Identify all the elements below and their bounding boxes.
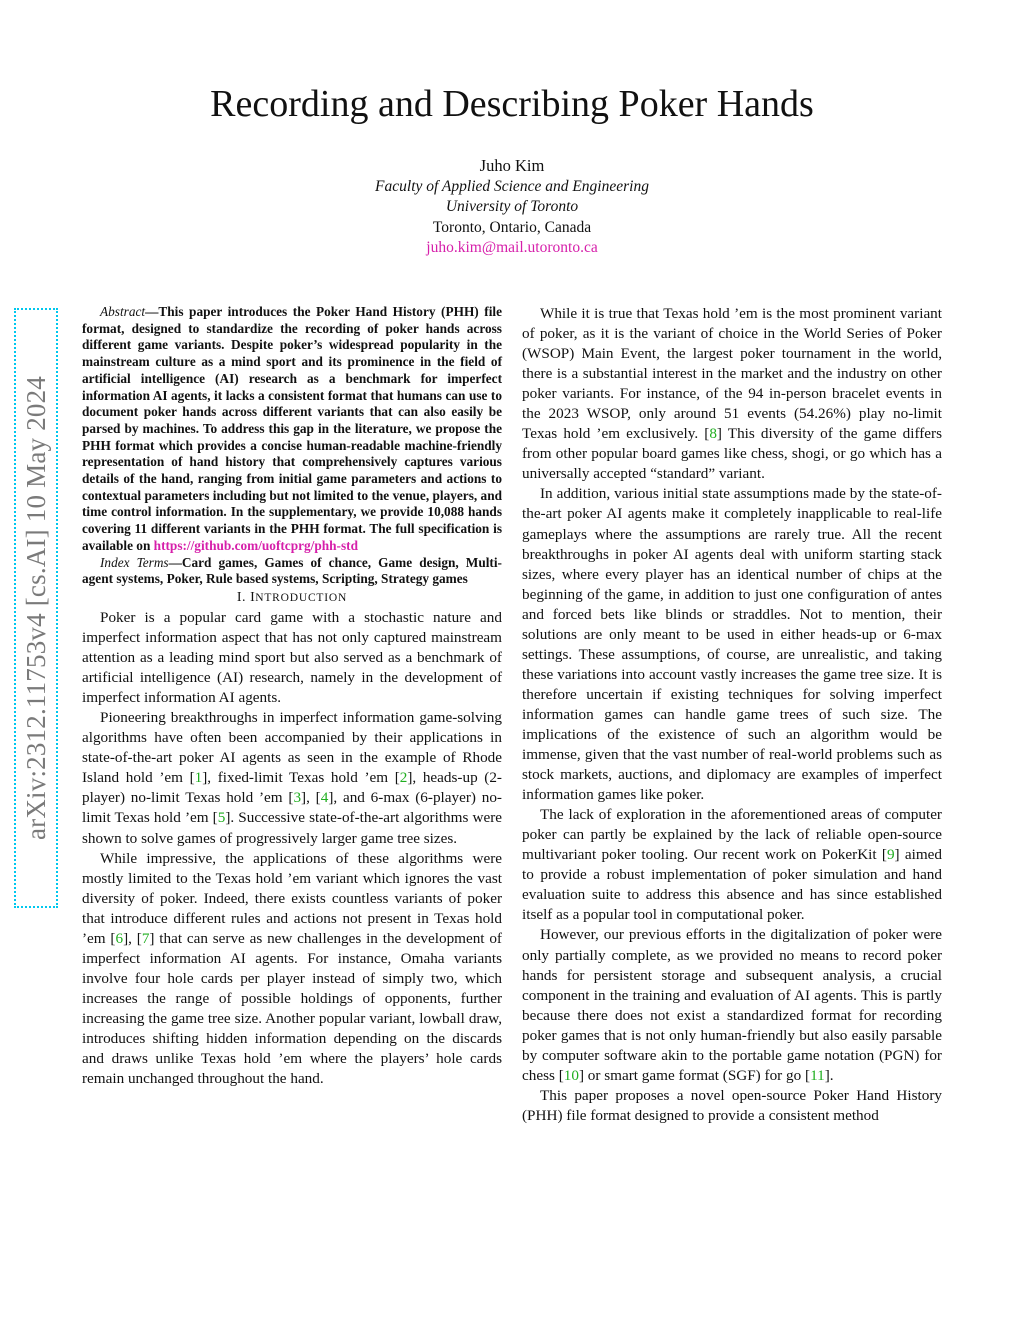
- citation-link[interactable]: 4: [320, 789, 329, 807]
- text-span: ], fixed-limit Texas hold ’em [: [202, 769, 400, 787]
- text-span: ] aimed to provide a robust implementation of poker simulation and hand evaluation suite to address this absence and has since established itself as a popular tool in computational poker.: [522, 846, 942, 924]
- text-span: While impressive, the applications of these algorithms were mostly limited to the Texas hold ’em variant which ignores the vast diversity of poker. Indeed, there exists countless variants of poker that introduce different rules and actions not present in Texas hold ’em [: [82, 849, 502, 947]
- paper-title: Recording and Describing Poker Hands: [210, 83, 814, 125]
- intro-paragraph-8: This paper proposes a novel open-source Poker Hand History (PHH) file format designed to provide a consistent method: [522, 1086, 942, 1124]
- author-email-link[interactable]: juho.kim@mail.utoronto.ca: [426, 239, 598, 256]
- citation-link[interactable]: 10: [563, 1066, 579, 1084]
- intro-paragraph-3: [82, 849, 502, 1090]
- section-numeral: I.: [236, 589, 251, 605]
- citation-link[interactable]: 6: [115, 929, 124, 947]
- author-block: [0, 156, 1024, 259]
- text-span: ].: [824, 1066, 834, 1084]
- author-location: Toronto, Ontario, Canada: [432, 218, 592, 236]
- citation-link[interactable]: 11: [810, 1066, 825, 1084]
- text-span: ] This diversity of the game differs from other popular board games like chess, shogi, or go which has a universally accepted “standard” variant.: [522, 425, 942, 483]
- index-terms-dash: —: [168, 554, 182, 570]
- author-university: University of Toronto: [445, 198, 579, 215]
- citation-link[interactable]: 8: [709, 425, 717, 443]
- left-column: [82, 304, 502, 1089]
- abstract-body: This paper introduces the Poker Hand History (PHH) file format, designed to standardize the recording of poker hands across different game variants. Despite poker’s widespread popularity in the mainstream culture as a mind sport and its prominence in the field of artificial intelligence (AI) research as a benchmark for imperfect information AI agents, it lacks a consistent format that humans can use to document poker hands across different variants that can also easily be parsed by machines. To address this gap in the literature, we propose the PHH format which provides a concise human-readable machine-friendly representation of hand history that comprehensively captures various details of the hand, ranging from initial game parameters and actions to contextual parameters including but not limited to the venue, players, and time control information. In the supplementary, we provide 10,088 hands covering 11 different variants in the PHH format. The full specification is available on: [82, 304, 502, 553]
- abstract-dash: —: [145, 304, 159, 319]
- intro-paragraph-7: [522, 925, 942, 1085]
- abstract: [82, 304, 502, 555]
- abstract-github-link[interactable]: https://github.com/uoftcprg/phh-std: [153, 537, 358, 553]
- text-span: ] or smart game format (SGF) for go [: [578, 1066, 811, 1084]
- text-span: ]. Successive state-of-the-art algorithms were shown to solve games of progressively larger game tree sizes.: [82, 809, 502, 847]
- index-terms-label: Index Terms: [100, 554, 169, 570]
- text-span: The lack of exploration in the aforementioned areas of computer poker can partly be explained by the lack of reliable open-source multivariant poker tooling. Our recent work on PokerKit [: [522, 806, 942, 864]
- arxiv-stamp: [14, 308, 58, 908]
- right-column: [522, 304, 942, 1126]
- citation-link[interactable]: 7: [141, 929, 150, 947]
- abstract-label: Abstract: [100, 304, 146, 319]
- section-title-rest: NTRODUCTION: [255, 591, 348, 604]
- text-span: While it is true that Texas hold ’em is the most prominent variant of poker, as it is the variant of choice in the World Series of Poker (WSOP) Main Event, the largest poker tournament in the world, there is a substantial interest in the market and the industry on other poker variants. For instance, of the 94 in-person bracelet events in the 2023 WSOP, only around 51 events (54.26%) play no-limit Texas hold ’em exclusively. [: [522, 305, 942, 443]
- author-faculty: Faculty of Applied Science and Engineering: [375, 177, 649, 195]
- text-span: ], and 6-max (6-player) no-limit Texas hold ’em [: [82, 789, 502, 827]
- intro-paragraph-6: [522, 805, 942, 925]
- citation-link[interactable]: 3: [293, 789, 302, 807]
- intro-paragraph-4: [522, 304, 942, 484]
- text-span: ], heads-up (2-player) no-limit Texas hold ’em [: [82, 769, 502, 807]
- text-span: However, our previous efforts in the digitalization of poker were only partially complete, as we provided no means to record poker hands for persistent storage and subsequent analysis, a crucial component in the training and evaluation of AI agents. This is partly because there does not exist a standardized format for recording poker games that is not only human-friendly but also easily parsable by computer software akin to the portable game notation (PGN) for chess [: [522, 926, 942, 1084]
- citation-link[interactable]: 2: [399, 769, 408, 787]
- text-span: Pioneering breakthroughs in imperfect information game-solving algorithms have often been accompanied by their applications in state-of-the-art poker AI agents as seen in the example of Rhode Island hold ’em [: [82, 709, 502, 787]
- author-name: Juho Kim: [479, 156, 545, 175]
- intro-paragraph-1: Poker is a popular card game with a stochastic nature and imperfect information aspect that has not only captured mainstream attention as a leading mind sport but also served as a benchmark of artificial intelligence (AI) research, namely in the development of imperfect information AI agents.: [82, 609, 502, 707]
- text-span: ] that can serve as new challenges in the development of imperfect information AI agents. For instance, Omaha variants involve four hole cards per player instead of simply two, which increases the range of possible holdings of opponents, further increasing the game tree size. Another popular variant, lowball draw, introduces shifting hidden information depending on the discards and draws unlike Texas hold ’em where the players’ hole cards remain unchanged throughout the hand.: [82, 929, 502, 1088]
- intro-paragraph-5: In addition, various initial state assumptions made by the state-of-the-art poker AI agents make it completely inapplicable to real-life gameplays where the assumptions are rarely true. All the recent breakthroughs in poker AI agents deal with uniform starting stack sizes, where every player has an identical number of chips at the beginning of the game, in addition to just one configuration of antes and forced bets like blinds or straddles. Not to mention, their solutions are only meant to be used in either heads-up or 6-max settings. These assumptions, of course, are unrealistic, and taking these variations into account vastly increases the game tree size. It is therefore uncertain if existing techniques for solving imperfect information games can handle game trees of such size. The implications of the existence of such an algorithm would be immense, given that the vast number of real-world problems such as stock markets, auctions, and diplomacy are examples of imperfect information games like poker.: [522, 485, 942, 804]
- citation-link[interactable]: 5: [217, 809, 226, 827]
- section-heading-introduction: [82, 588, 502, 608]
- arxiv-identifier[interactable]: arXiv:2312.11753v4 [cs.AI] 10 May 2024: [20, 375, 51, 841]
- citation-link[interactable]: 9: [886, 846, 895, 864]
- index-terms-body: Card games, Games of chance, Game design, Multi-agent systems, Poker, Rule based systems, Scripting, Strategy games: [82, 554, 502, 587]
- citation-link[interactable]: 1: [194, 769, 203, 787]
- index-terms: [82, 555, 502, 588]
- text-span: ], [: [301, 789, 321, 807]
- intro-paragraph-2: [82, 708, 502, 848]
- text-span: ], [: [123, 929, 142, 947]
- section-title-initial: I: [250, 589, 256, 605]
